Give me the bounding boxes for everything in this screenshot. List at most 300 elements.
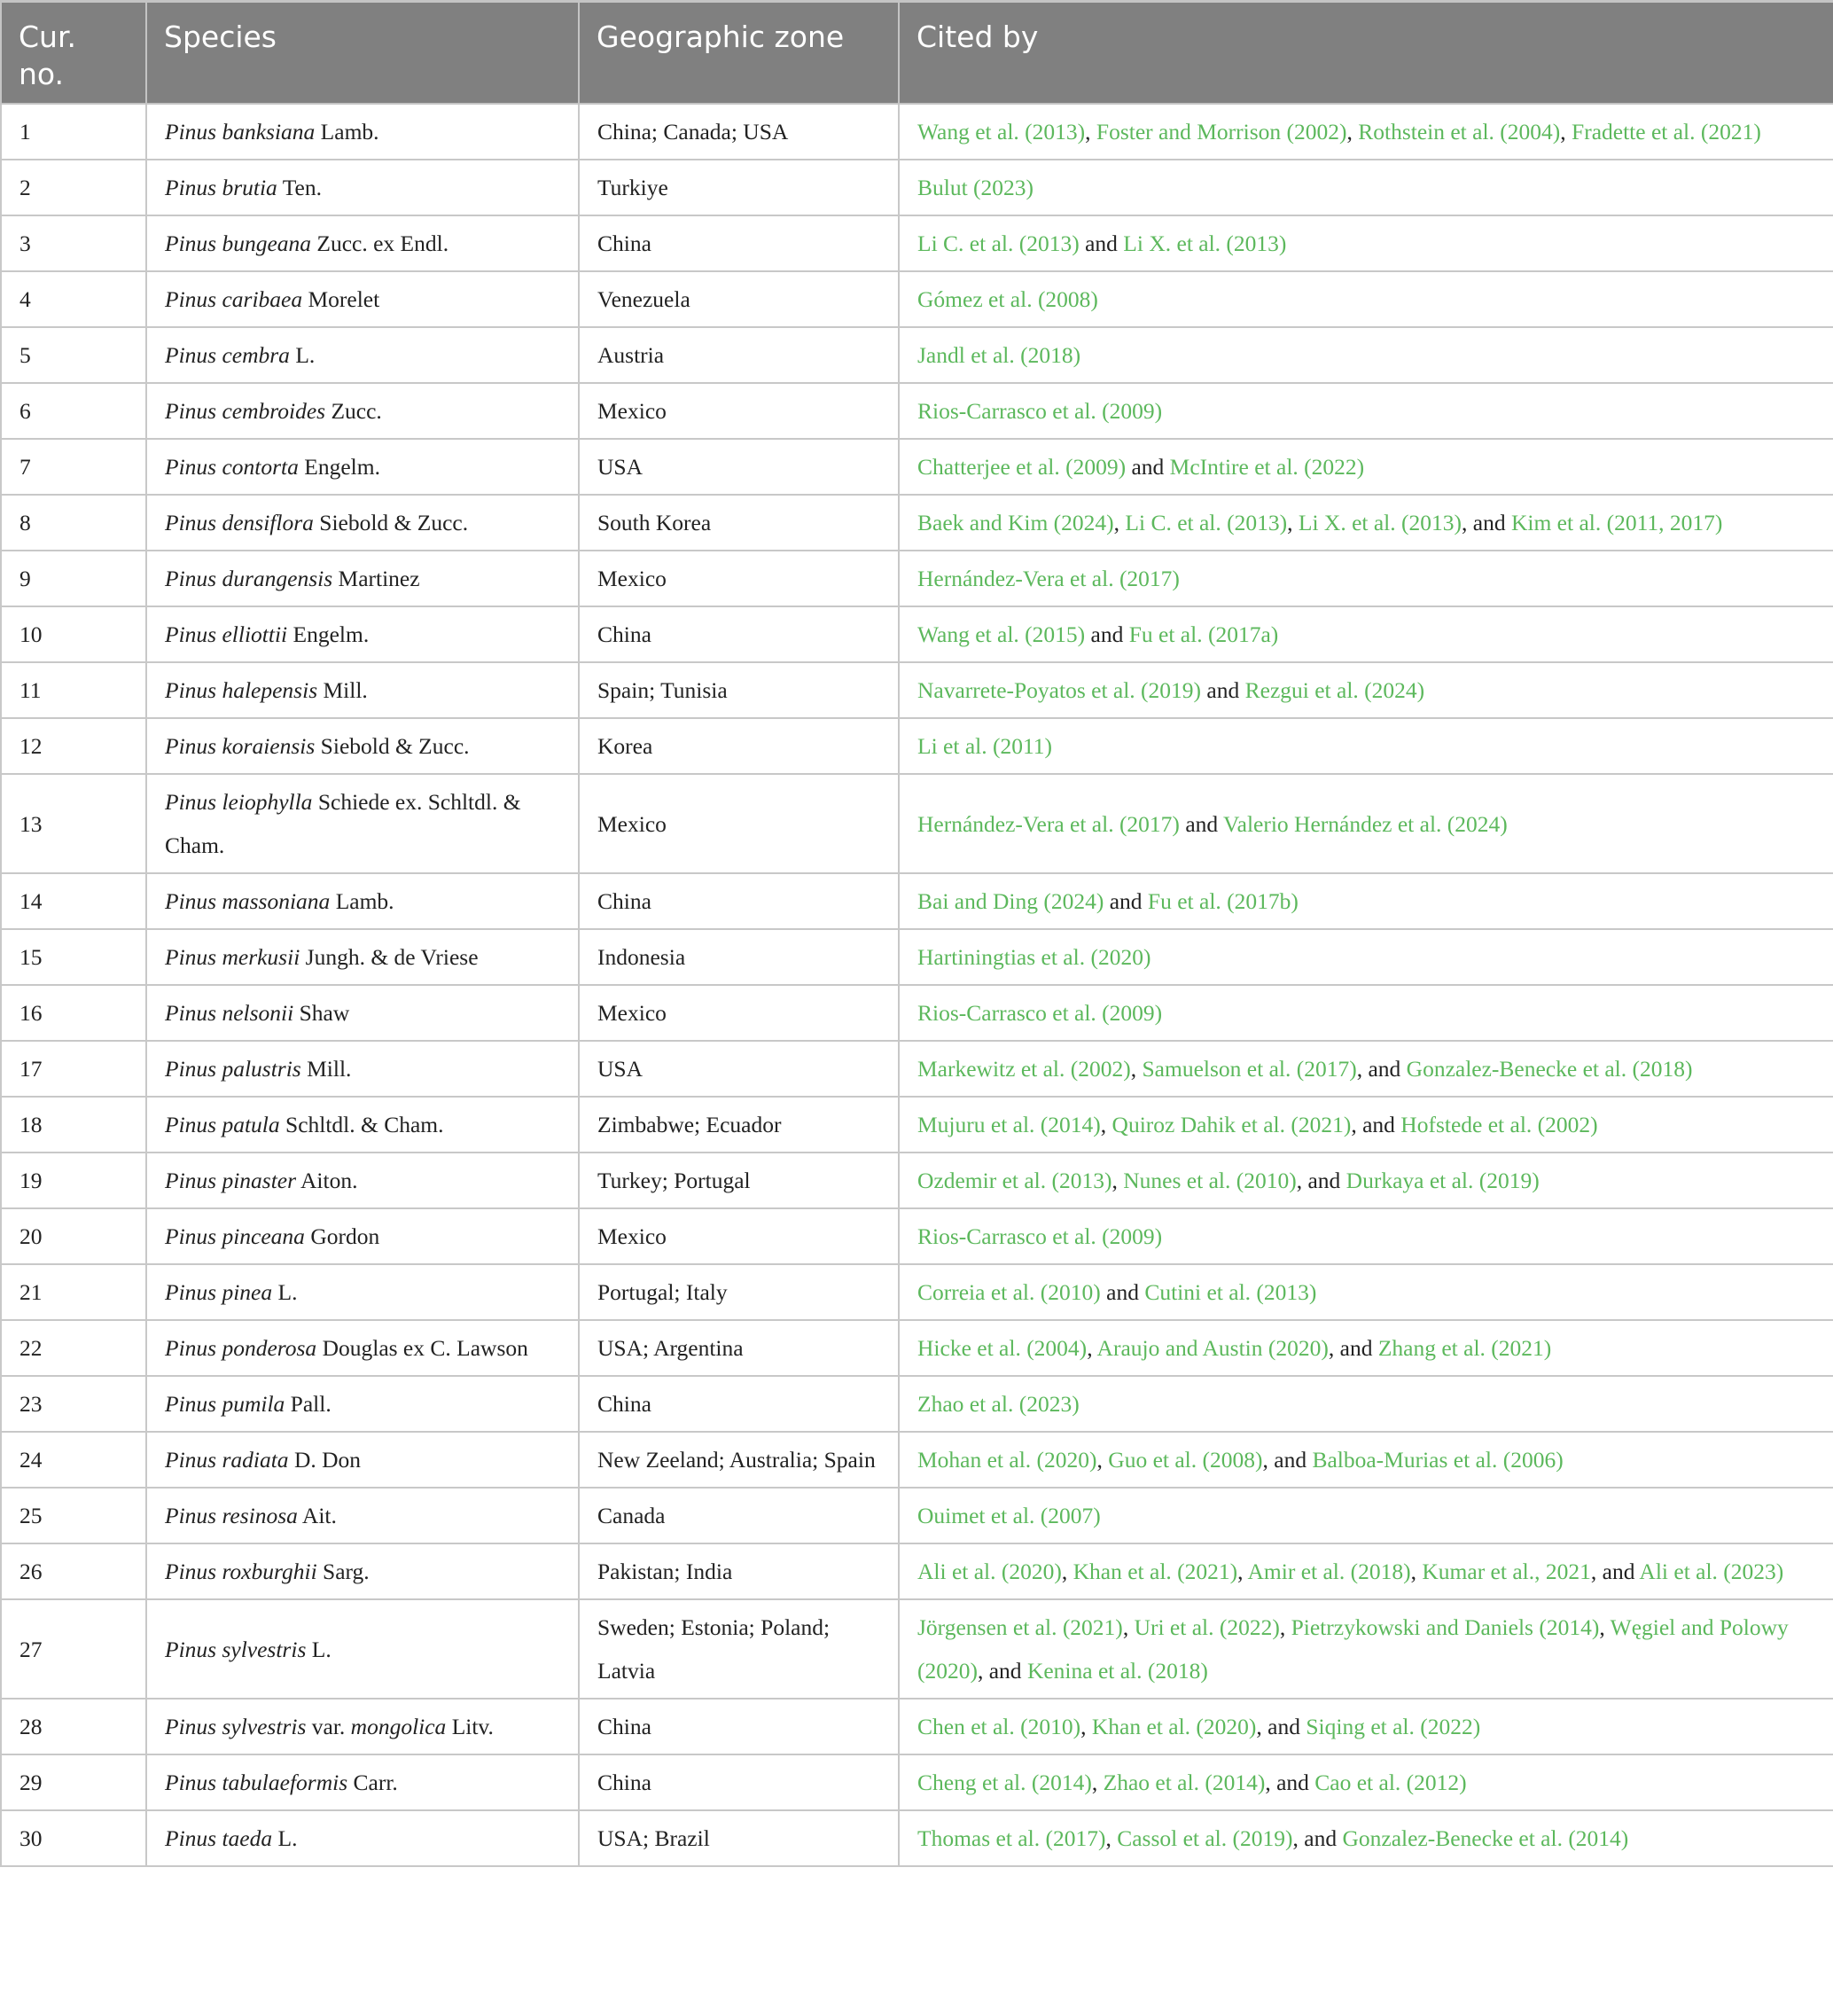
cur-no-cell: 5: [1, 327, 146, 383]
cited-by-cell: [899, 985, 1833, 1041]
citation-link[interactable]: Hernández-Vera et al. (2017): [917, 810, 1180, 837]
table-row: [1, 662, 1833, 718]
citation-separator: , and: [1256, 1714, 1306, 1739]
geographic-zone-cell: USA: [579, 439, 899, 495]
table-body: [1, 104, 1833, 1866]
species-name: Pinus halepensis: [165, 677, 318, 703]
species-authority: Morelet: [302, 286, 380, 312]
citation-separator: , and: [1265, 1770, 1315, 1795]
cited-by-cell: [899, 1097, 1833, 1153]
citation-separator: ,: [1096, 1447, 1109, 1473]
geographic-zone-cell: USA: [579, 1041, 899, 1097]
citation-separator: ,: [1287, 510, 1299, 535]
citation-link[interactable]: Thomas et al. (2017): [917, 1825, 1106, 1851]
citation-link[interactable]: Uri et al. (2022): [1134, 1614, 1280, 1640]
citation-link[interactable]: McIntire et al. (2022): [1169, 454, 1365, 480]
header-geographic-zone: Geographic zone: [579, 2, 899, 105]
citation-link[interactable]: Cassol et al. (2019): [1117, 1825, 1293, 1851]
cited-by-cell: [899, 1543, 1833, 1599]
table-row: [1, 1699, 1833, 1754]
citation-separator: , and: [977, 1658, 1027, 1684]
geographic-zone-cell: Zimbabwe; Ecuador: [579, 1097, 899, 1153]
citation-separator: ,: [1061, 1559, 1073, 1584]
species-authority: Gordon: [304, 1223, 380, 1249]
citation-link[interactable]: Hernández-Vera et al. (2017): [917, 566, 1180, 591]
species-authority: Shaw: [293, 1000, 350, 1026]
cur-no-cell: 27: [1, 1599, 146, 1699]
table-row: [1, 1543, 1833, 1599]
citation-link[interactable]: Araujo and Austin (2020): [1096, 1335, 1329, 1361]
citation-link[interactable]: Zhang et al. (2021): [1377, 1335, 1552, 1361]
citation-link[interactable]: Nunes et al. (2010): [1123, 1168, 1297, 1193]
cur-no-cell: 7: [1, 439, 146, 495]
geographic-zone-cell: Mexico: [579, 551, 899, 606]
citation-link[interactable]: Fu et al. (2017a): [1128, 621, 1279, 647]
table-row: [1, 551, 1833, 606]
species-cell: [146, 495, 579, 551]
geographic-zone-cell: China: [579, 873, 899, 929]
citation-separator: and: [1104, 888, 1148, 914]
citation-link[interactable]: Fradette et al. (2021): [1572, 119, 1761, 145]
species-authority: Jungh. & de Vriese: [300, 944, 479, 970]
citation-link[interactable]: Ozdemir et al. (2013): [917, 1168, 1112, 1193]
geographic-zone-cell: Sweden; Estonia; Poland; Latvia: [579, 1599, 899, 1699]
species-cell: [146, 1264, 579, 1320]
citation-link[interactable]: Rezgui et al. (2024): [1244, 677, 1425, 703]
citation-link[interactable]: Kumar et al., 2021: [1422, 1559, 1591, 1584]
species-authority: Schltdl. & Cham.: [279, 1112, 444, 1137]
citation-separator: ,: [1085, 119, 1096, 145]
citation-link[interactable]: Balboa-Murias et al. (2006): [1312, 1447, 1564, 1473]
citation-link[interactable]: Markewitz et al. (2002): [917, 1056, 1131, 1082]
table-row: [1, 1376, 1833, 1432]
species-authority: D. Don: [288, 1447, 362, 1473]
species-authority: Engelm.: [298, 454, 380, 480]
citation-separator: ,: [1112, 1168, 1124, 1193]
citation-link[interactable]: Ali et al. (2020): [917, 1559, 1062, 1584]
citation-link[interactable]: Bai and Ding (2024): [917, 888, 1104, 914]
table-row: [1, 929, 1833, 985]
citation-link[interactable]: Quiroz Dahik et al. (2021): [1112, 1112, 1352, 1137]
citation-link[interactable]: Li X. et al. (2013): [1298, 510, 1462, 535]
citation-link[interactable]: Baek and Kim (2024): [917, 510, 1114, 535]
species-cell: [146, 662, 579, 718]
species-cell: [146, 1376, 579, 1432]
cur-no-cell: 3: [1, 215, 146, 271]
cited-by-cell: [899, 383, 1833, 439]
header-cur-no: Cur. no.: [1, 2, 146, 105]
species-name: Pinus pumila: [165, 1391, 285, 1417]
species-name: Pinus densiflora: [165, 510, 314, 535]
citation-separator: and: [1179, 810, 1224, 837]
citation-separator: , and: [1356, 1056, 1407, 1082]
species-authority: Zucc.: [325, 398, 382, 424]
geographic-zone-cell: Mexico: [579, 383, 899, 439]
citation-link[interactable]: Navarrete-Poyatos et al. (2019): [917, 677, 1202, 703]
species-name: Pinus sylvestris: [165, 1636, 307, 1662]
species-name: Pinus pinea: [165, 1279, 273, 1305]
citation-link[interactable]: Hartiningtias et al. (2020): [917, 944, 1151, 970]
citation-separator: ,: [1410, 1559, 1423, 1584]
citation-link[interactable]: Khan et al. (2020): [1091, 1714, 1257, 1739]
cited-by-cell: [899, 215, 1833, 271]
table-header: [1, 2, 1833, 105]
cited-by-cell: [899, 1599, 1833, 1699]
citation-separator: , and: [1328, 1335, 1378, 1361]
species-name: Pinus banksiana: [165, 119, 316, 145]
citation-separator: and: [1126, 454, 1170, 480]
geographic-zone-cell: Venezuela: [579, 271, 899, 327]
citation-link[interactable]: Chen et al. (2010): [917, 1714, 1081, 1739]
cited-by-cell: [899, 1754, 1833, 1810]
species-name: Pinus sylvestris: [165, 1714, 307, 1739]
cited-by-cell: [899, 1488, 1833, 1543]
cur-no-cell: 24: [1, 1432, 146, 1488]
citation-link[interactable]: Li C. et al. (2013): [917, 231, 1080, 256]
species-authority: Ten.: [277, 175, 322, 200]
table-row: [1, 718, 1833, 774]
table-row: [1, 1810, 1833, 1866]
citation-link[interactable]: Rios-Carrasco et al. (2009): [917, 1223, 1163, 1249]
citation-separator: and: [1079, 231, 1124, 256]
citation-link[interactable]: Wang et al. (2013): [917, 119, 1086, 145]
cited-by-cell: [899, 1153, 1833, 1208]
citation-separator: ,: [1599, 1614, 1611, 1640]
citation-link[interactable]: Jörgensen et al. (2021): [917, 1614, 1123, 1640]
citation-link[interactable]: Kim et al. (2011, 2017): [1510, 510, 1723, 535]
species-name: Pinus leiophylla: [165, 789, 313, 815]
header-cited-by: Cited by: [899, 2, 1833, 105]
citation-separator: ,: [1113, 510, 1126, 535]
cur-no-cell: 23: [1, 1376, 146, 1432]
geographic-zone-cell: Spain; Tunisia: [579, 662, 899, 718]
geographic-zone-cell: China: [579, 606, 899, 662]
citation-link[interactable]: Hofstede et al. (2002): [1400, 1112, 1598, 1137]
table-row: [1, 160, 1833, 215]
species-cell: [146, 985, 579, 1041]
citation-separator: ,: [1346, 119, 1359, 145]
citation-separator: ,: [1080, 1714, 1092, 1739]
cited-by-cell: [899, 1208, 1833, 1264]
species-cell: [146, 1699, 579, 1754]
cited-by-cell: [899, 606, 1833, 662]
citation-separator: , and: [1590, 1559, 1640, 1584]
citation-link[interactable]: Li et al. (2011): [917, 733, 1053, 759]
cur-no-cell: 14: [1, 873, 146, 929]
species-name: Pinus patula: [165, 1112, 280, 1137]
citation-link[interactable]: Li C. et al. (2013): [1125, 510, 1288, 535]
species-cell: [146, 1488, 579, 1543]
citation-link[interactable]: Chatterjee et al. (2009): [917, 454, 1127, 480]
table-row: [1, 439, 1833, 495]
geographic-zone-cell: Indonesia: [579, 929, 899, 985]
species-cell: [146, 327, 579, 383]
species-name: Pinus massoniana: [165, 888, 331, 914]
table-row: [1, 1264, 1833, 1320]
species-authority: Martinez: [332, 566, 420, 591]
species-cell: [146, 439, 579, 495]
table-row: [1, 104, 1833, 160]
species-authority: L.: [289, 342, 316, 368]
citation-separator: ,: [1091, 1770, 1104, 1795]
cur-no-cell: 6: [1, 383, 146, 439]
citation-separator: ,: [1122, 1614, 1135, 1640]
geographic-zone-cell: China; Canada; USA: [579, 104, 899, 160]
citation-link[interactable]: Jandl et al. (2018): [917, 342, 1081, 368]
citation-separator: ,: [1087, 1335, 1097, 1361]
citation-link[interactable]: Zhao et al. (2023): [917, 1391, 1080, 1417]
species-name: Pinus nelsonii: [165, 1000, 294, 1026]
cur-no-cell: 20: [1, 1208, 146, 1264]
species-name: Pinus pinceana: [165, 1223, 305, 1249]
species-name: mongolica: [350, 1714, 447, 1739]
citation-link[interactable]: Cheng et al. (2014): [917, 1770, 1092, 1795]
citation-link[interactable]: Valerio Hernández et al. (2024): [1223, 810, 1508, 837]
cited-by-cell: [899, 1320, 1833, 1376]
citation-link[interactable]: Fu et al. (2017b): [1147, 888, 1299, 914]
cited-by-cell: [899, 1699, 1833, 1754]
species-name: Pinus cembra: [165, 342, 290, 368]
cited-by-cell: [899, 160, 1833, 215]
cited-by-cell: [899, 1432, 1833, 1488]
species-name: Pinus caribaea: [165, 286, 303, 312]
cur-no-cell: 30: [1, 1810, 146, 1866]
species-authority: Mill.: [317, 677, 368, 703]
geographic-zone-cell: Turkiye: [579, 160, 899, 215]
species-cell: [146, 1153, 579, 1208]
citation-separator: and: [1201, 677, 1245, 703]
citation-separator: , and: [1292, 1825, 1343, 1851]
species-name: Pinus roxburghii: [165, 1559, 317, 1584]
cited-by-cell: [899, 1041, 1833, 1097]
table-row: [1, 1208, 1833, 1264]
species-name: Pinus resinosa: [165, 1503, 298, 1528]
species-cell: [146, 383, 579, 439]
species-name: Pinus radiata: [165, 1447, 289, 1473]
cur-no-cell: 11: [1, 662, 146, 718]
citation-link[interactable]: Rios-Carrasco et al. (2009): [917, 398, 1163, 424]
table-row: [1, 327, 1833, 383]
citation-link[interactable]: Kenina et al. (2018): [1026, 1658, 1208, 1684]
citation-link[interactable]: Samuelson et al. (2017): [1142, 1056, 1357, 1082]
species-authority: Mill.: [300, 1056, 352, 1082]
citation-separator: ,: [1560, 119, 1572, 145]
geographic-zone-cell: Mexico: [579, 1208, 899, 1264]
species-name: Pinus merkusii: [165, 944, 300, 970]
species-cell: [146, 1097, 579, 1153]
cited-by-cell: [899, 1376, 1833, 1432]
species-cell: [146, 215, 579, 271]
species-name: Pinus elliottii: [165, 621, 288, 647]
citation-link[interactable]: Cao et al. (2012): [1314, 1770, 1467, 1795]
cited-by-cell: [899, 439, 1833, 495]
species-authority: Douglas ex C. Lawson: [316, 1335, 528, 1361]
species-name: Pinus koraiensis: [165, 733, 316, 759]
cur-no-cell: 2: [1, 160, 146, 215]
cur-no-cell: 28: [1, 1699, 146, 1754]
citation-link[interactable]: Hicke et al. (2004): [917, 1335, 1088, 1361]
cur-no-cell: 15: [1, 929, 146, 985]
citation-link[interactable]: Gonzalez-Benecke et al. (2018): [1406, 1056, 1693, 1082]
species-cell: [146, 606, 579, 662]
cur-no-cell: 4: [1, 271, 146, 327]
geographic-zone-cell: Pakistan; India: [579, 1543, 899, 1599]
species-cell: [146, 1599, 579, 1699]
citation-separator: , and: [1462, 510, 1511, 535]
cur-no-cell: 10: [1, 606, 146, 662]
cited-by-cell: [899, 271, 1833, 327]
citation-link[interactable]: Węgiel and Polowy (2020): [917, 1614, 1789, 1684]
cur-no-cell: 8: [1, 495, 146, 551]
cur-no-cell: 17: [1, 1041, 146, 1097]
citation-separator: ,: [1100, 1112, 1112, 1137]
citation-separator: and: [1085, 621, 1129, 647]
table-row: [1, 985, 1833, 1041]
species-cell: [146, 104, 579, 160]
table-row: [1, 606, 1833, 662]
table-row: [1, 1041, 1833, 1097]
species-cell: [146, 774, 579, 873]
species-name: Pinus contorta: [165, 454, 299, 480]
species-cell: [146, 718, 579, 774]
geographic-zone-cell: New Zeeland; Australia; Spain: [579, 1432, 899, 1488]
cur-no-cell: 18: [1, 1097, 146, 1153]
geographic-zone-cell: USA; Argentina: [579, 1320, 899, 1376]
geographic-zone-cell: Mexico: [579, 774, 899, 873]
table-row: [1, 1432, 1833, 1488]
species-authority: L.: [272, 1825, 298, 1851]
table-row: [1, 1097, 1833, 1153]
cited-by-cell: [899, 551, 1833, 606]
table-row: [1, 383, 1833, 439]
citation-link[interactable]: Wang et al. (2015): [917, 621, 1086, 647]
species-name: Pinus pinaster: [165, 1168, 297, 1193]
citation-link[interactable]: Mohan et al. (2020): [917, 1447, 1097, 1473]
geographic-zone-cell: Austria: [579, 327, 899, 383]
species-name: Pinus cembroides: [165, 398, 326, 424]
species-name: Pinus taeda: [165, 1825, 273, 1851]
species-cell: [146, 1754, 579, 1810]
citation-link[interactable]: Li X. et al. (2013): [1123, 231, 1287, 256]
species-cell: [146, 1543, 579, 1599]
species-authority: Carr.: [347, 1770, 398, 1795]
citation-link[interactable]: Cutini et al. (2013): [1144, 1279, 1317, 1305]
citation-link[interactable]: Foster and Morrison (2002): [1096, 119, 1347, 145]
species-authority: Lamb.: [315, 119, 379, 145]
geographic-zone-cell: South Korea: [579, 495, 899, 551]
table-row: [1, 1153, 1833, 1208]
cited-by-cell: [899, 327, 1833, 383]
species-authority: Siebold & Zucc.: [315, 733, 470, 759]
cited-by-cell: [899, 495, 1833, 551]
geographic-zone-cell: China: [579, 1699, 899, 1754]
table-row: [1, 1754, 1833, 1810]
citation-link[interactable]: Siqing et al. (2022): [1306, 1714, 1481, 1739]
species-authority: L.: [272, 1279, 298, 1305]
geographic-zone-cell: USA; Brazil: [579, 1810, 899, 1866]
geographic-zone-cell: Portugal; Italy: [579, 1264, 899, 1320]
cur-no-cell: 26: [1, 1543, 146, 1599]
citation-separator: , and: [1351, 1112, 1401, 1137]
header-species: Species: [146, 2, 579, 105]
cur-no-cell: 13: [1, 774, 146, 873]
table-row: [1, 271, 1833, 327]
species-cell: [146, 929, 579, 985]
citation-link[interactable]: Durkaya et al. (2019): [1346, 1168, 1540, 1193]
species-authority: Zucc. ex Endl.: [311, 231, 449, 256]
geographic-zone-cell: Korea: [579, 718, 899, 774]
species-authority: Siebold & Zucc.: [313, 510, 469, 535]
table-row: [1, 1488, 1833, 1543]
table-row: [1, 495, 1833, 551]
species-cell: [146, 551, 579, 606]
citation-link[interactable]: Zhao et al. (2014): [1103, 1770, 1266, 1795]
species-cell: [146, 1208, 579, 1264]
table-row: [1, 1599, 1833, 1699]
citation-link[interactable]: Bulut (2023): [917, 175, 1034, 200]
citation-separator: ,: [1105, 1825, 1118, 1851]
cited-by-cell: [899, 929, 1833, 985]
cited-by-cell: [899, 873, 1833, 929]
species-name: Pinus durangensis: [165, 566, 333, 591]
species-cell: [146, 1041, 579, 1097]
cited-by-cell: [899, 774, 1833, 873]
species-authority: var.: [306, 1714, 351, 1739]
cur-no-cell: 16: [1, 985, 146, 1041]
cited-by-cell: [899, 1810, 1833, 1866]
species-authority: Schiede ex. Schltdl. & Cham.: [165, 789, 521, 858]
species-authority: Lamb.: [330, 888, 394, 914]
geographic-zone-cell: China: [579, 1754, 899, 1810]
cur-no-cell: 25: [1, 1488, 146, 1543]
species-name: Pinus brutia: [165, 175, 277, 200]
citation-link[interactable]: Mujuru et al. (2014): [917, 1112, 1101, 1137]
citation-separator: ,: [1130, 1056, 1143, 1082]
citation-link[interactable]: Khan et al. (2021): [1072, 1559, 1238, 1584]
cur-no-cell: 21: [1, 1264, 146, 1320]
geographic-zone-cell: China: [579, 1376, 899, 1432]
cur-no-cell: 12: [1, 718, 146, 774]
cited-by-cell: [899, 104, 1833, 160]
species-authority: L.: [306, 1636, 332, 1662]
table-row: [1, 215, 1833, 271]
species-authority: Sarg.: [316, 1559, 370, 1584]
citation-link[interactable]: Rios-Carrasco et al. (2009): [917, 1000, 1163, 1026]
citation-link[interactable]: Ali et al. (2023): [1639, 1559, 1784, 1584]
species-authority: Pall.: [285, 1391, 332, 1417]
species-authority: Litv.: [446, 1714, 494, 1739]
citation-link[interactable]: Gonzalez-Benecke et al. (2014): [1342, 1825, 1629, 1851]
citation-link[interactable]: Rothstein et al. (2004): [1358, 119, 1561, 145]
citation-link[interactable]: Pietrzykowski and Daniels (2014): [1291, 1614, 1600, 1640]
citation-link[interactable]: Amir et al. (2018): [1247, 1559, 1411, 1584]
citation-separator: , and: [1296, 1168, 1346, 1193]
citation-link[interactable]: Guo et al. (2008): [1108, 1447, 1263, 1473]
citation-link[interactable]: Ouimet et al. (2007): [917, 1503, 1101, 1528]
cited-by-cell: [899, 718, 1833, 774]
species-cell: [146, 1432, 579, 1488]
citation-link[interactable]: Correia et al. (2010): [917, 1279, 1101, 1305]
geographic-zone-cell: Canada: [579, 1488, 899, 1543]
species-cell: [146, 160, 579, 215]
citation-separator: ,: [1279, 1614, 1291, 1640]
citation-separator: ,: [1237, 1559, 1248, 1584]
cur-no-cell: 19: [1, 1153, 146, 1208]
citation-link[interactable]: Gómez et al. (2008): [917, 286, 1098, 312]
cur-no-cell: 9: [1, 551, 146, 606]
citation-separator: , and: [1262, 1447, 1313, 1473]
species-cell: [146, 271, 579, 327]
